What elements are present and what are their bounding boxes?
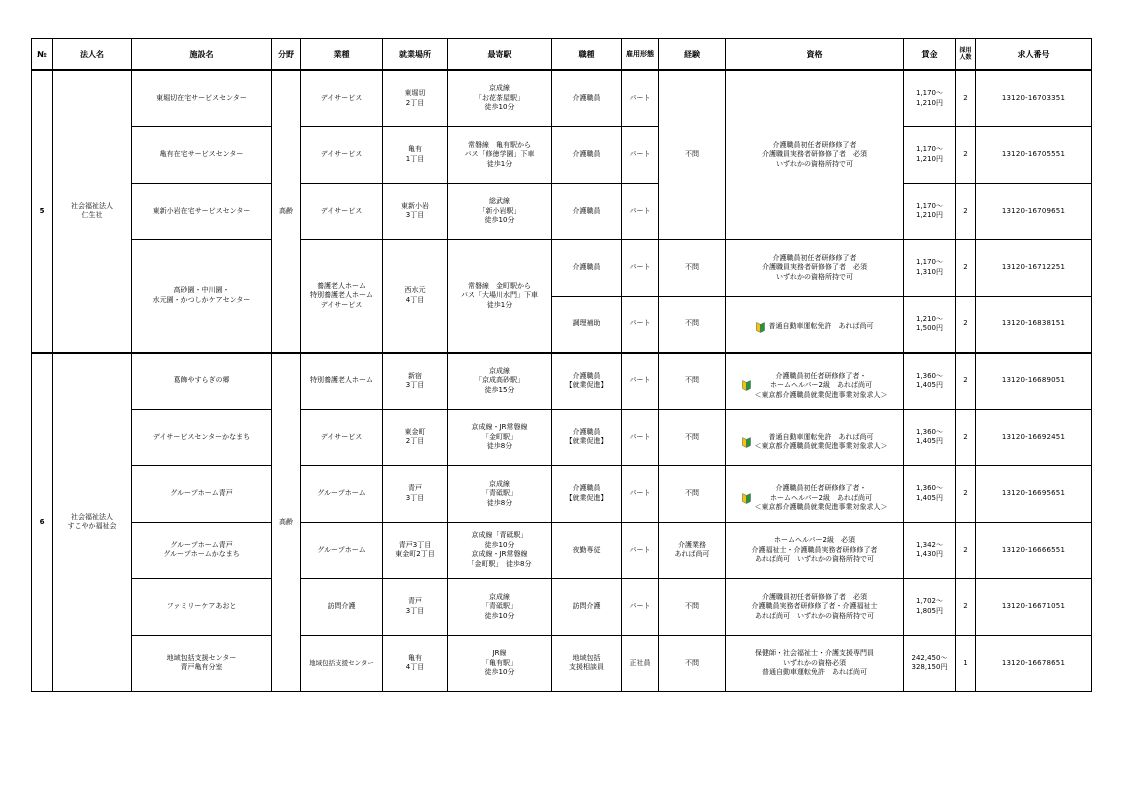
- employment-type: パート: [622, 127, 659, 184]
- field: 高齢: [272, 353, 301, 692]
- job-number: 13120-16703351: [976, 70, 1092, 127]
- job-number: 13120-16666551: [976, 522, 1092, 579]
- experience: 不問: [659, 409, 726, 466]
- facility-name: 高砂園・中川園・ 水元園・かつしかケアセンター: [132, 240, 272, 353]
- wage: 1,170～ 1,210円: [904, 127, 956, 184]
- facility-name: デイサービスセンターかなまち: [132, 409, 272, 466]
- job-type: 介護職員: [552, 127, 622, 184]
- employment-type: パート: [622, 466, 659, 523]
- hires: 2: [956, 466, 976, 523]
- header-station: 最寄駅: [448, 39, 552, 71]
- nearest-station: 京成線 「お花茶屋駅」 徒歩10分: [448, 70, 552, 127]
- workplace: 東金町 2丁目: [383, 409, 448, 466]
- header-corp: 法人名: [53, 39, 132, 71]
- nearest-station: 常磐線 亀有駅から バス「修徳学園」下車 徒歩1分: [448, 127, 552, 184]
- job-number: 13120-16705551: [976, 127, 1092, 184]
- qualification: 介護職員初任者研修修了者 介護職員実務者研修修了者 必須 いずれかの資格所持で可: [726, 240, 904, 297]
- wage: 1,360～ 1,405円: [904, 409, 956, 466]
- business-type: グループホーム: [301, 522, 383, 579]
- job-type: 夜勤専従: [552, 522, 622, 579]
- facility-name: グループホーム青戸: [132, 466, 272, 523]
- hires: 2: [956, 296, 976, 353]
- qualification: 介護職員初任者研修修了者 介護職員実務者研修修了者 必須 いずれかの資格所持で可: [726, 70, 904, 240]
- wage: 242,450～ 328,150円: [904, 635, 956, 692]
- wage: 1,360～ 1,405円: [904, 466, 956, 523]
- experience: 不問: [659, 466, 726, 523]
- hires: 2: [956, 353, 976, 410]
- job-type: 介護職員 【就業促進】: [552, 409, 622, 466]
- table-row: [32, 70, 1092, 127]
- job-type: 介護職員: [552, 240, 622, 297]
- job-number: 13120-16838151: [976, 296, 1092, 353]
- job-number: 13120-16671051: [976, 579, 1092, 636]
- hires: 1: [956, 635, 976, 692]
- employment-type: パート: [622, 353, 659, 410]
- table-row: [32, 635, 1092, 692]
- business-type: グループホーム: [301, 466, 383, 523]
- wage: 1,170～ 1,210円: [904, 70, 956, 127]
- experience: 介護業務 あれば尚可: [659, 522, 726, 579]
- workplace: 亀有 1丁目: [383, 127, 448, 184]
- experience: 不問: [659, 296, 726, 353]
- nearest-station: 常磐線 金町駅から バス「大場川水門」下車 徒歩1分: [448, 240, 552, 353]
- wage: 1,170～ 1,310円: [904, 240, 956, 297]
- nearest-station: 京成線「青砥駅」 徒歩10分 京成線・JR常磐線 「金町駅」 徒歩8分: [448, 522, 552, 579]
- job-type: 介護職員: [552, 70, 622, 127]
- header-row: [32, 39, 1092, 71]
- table-row: [32, 353, 1092, 410]
- employment-type: 正社員: [622, 635, 659, 692]
- table-row: [32, 183, 1092, 240]
- hires: 2: [956, 579, 976, 636]
- job-number: 13120-16692451: [976, 409, 1092, 466]
- header-employment: 雇用形態: [622, 39, 659, 71]
- field: 高齢: [272, 70, 301, 353]
- corporation-name: 社会福祉法人 すこやか福祉会: [53, 353, 132, 692]
- wage: 1,210～ 1,500円: [904, 296, 956, 353]
- header-jobtype: 職種: [552, 39, 622, 71]
- employment-type: パート: [622, 522, 659, 579]
- table-row: [32, 409, 1092, 466]
- table-row: [32, 522, 1092, 579]
- qualification-cell: [726, 466, 904, 523]
- experience: 不問: [659, 240, 726, 297]
- header-wage: 賃金: [904, 39, 956, 71]
- hires: 2: [956, 522, 976, 579]
- job-listing-table: [31, 38, 1092, 692]
- header-no: №: [32, 39, 53, 71]
- job-type: 介護職員 【就業促進】: [552, 466, 622, 523]
- job-number: 13120-16689051: [976, 353, 1092, 410]
- experience: 不問: [659, 635, 726, 692]
- qualification: ホームヘルパー2級 必須 介護福祉士・介護職員実務者研修修了者 あれば尚可 いずれかの資格所持で可: [726, 522, 904, 579]
- qualification: 介護職員初任者研修修了者・ ホームヘルパー2級 あれば尚可 ＜東京都介護職員就業促進事業対象求人＞: [754, 371, 888, 399]
- header-business: 業種: [301, 39, 383, 71]
- workplace: 西水元 4丁目: [383, 240, 448, 353]
- beginner-mark-icon: [742, 380, 751, 391]
- workplace: 青戸 3丁目: [383, 466, 448, 523]
- qualification: 普通自動車運転免許 あれば尚可 ＜東京都介護職員就業促進事業対象求人＞: [754, 432, 888, 450]
- qualification-cell: [726, 409, 904, 466]
- beginner-mark-icon: [742, 493, 751, 504]
- wage: 1,702～ 1,805円: [904, 579, 956, 636]
- table-row: [32, 127, 1092, 184]
- workplace: 亀有 4丁目: [383, 635, 448, 692]
- business-type: 養護老人ホーム 特別養護老人ホーム デイサービス: [301, 240, 383, 353]
- facility-name: グループホーム青戸 グループホームかなまち: [132, 522, 272, 579]
- nearest-station: 京成線 「青砥駅」 徒歩10分: [448, 579, 552, 636]
- beginner-mark-icon: [756, 322, 765, 333]
- job-type: 地域包括 支援相談員: [552, 635, 622, 692]
- employment-type: パート: [622, 70, 659, 127]
- table-row: [32, 240, 1092, 297]
- qualification: 保健師・社会福祉士・介護支援専門員 いずれかの資格必須 普通自動車運転免許 あれば尚可: [726, 635, 904, 692]
- job-number: 13120-16712251: [976, 240, 1092, 297]
- business-type: デイサービス: [301, 127, 383, 184]
- employment-type: パート: [622, 296, 659, 353]
- hires: 2: [956, 409, 976, 466]
- employment-type: パート: [622, 240, 659, 297]
- beginner-mark-icon: [742, 437, 751, 448]
- workplace: 東新小岩 3丁目: [383, 183, 448, 240]
- table-row: [32, 466, 1092, 523]
- hires: 2: [956, 183, 976, 240]
- hires: 2: [956, 70, 976, 127]
- qualification: 介護職員初任者研修修了者 必須 介護職員実務者研修修了者・介護福祉士 あれば尚可 いずれかの資格所持で可: [726, 579, 904, 636]
- group-number: 6: [32, 353, 53, 692]
- workplace: 東堀切 2丁目: [383, 70, 448, 127]
- qualification-cell: [726, 353, 904, 410]
- wage: 1,360～ 1,405円: [904, 353, 956, 410]
- hires: 2: [956, 240, 976, 297]
- business-type: 地域包括支援センター: [301, 635, 383, 692]
- table-row: [32, 579, 1092, 636]
- business-type: 特別養護老人ホーム: [301, 353, 383, 410]
- employment-type: パート: [622, 409, 659, 466]
- job-number: 13120-16695651: [976, 466, 1092, 523]
- group-number: 5: [32, 70, 53, 353]
- nearest-station: 京成線・JR常磐線 「金町駅」 徒歩8分: [448, 409, 552, 466]
- nearest-station: JR線 「亀有駅」 徒歩10分: [448, 635, 552, 692]
- nearest-station: 総武線 「新小岩駅」 徒歩10分: [448, 183, 552, 240]
- business-type: デイサービス: [301, 183, 383, 240]
- corporation-name: 社会福祉法人 仁生社: [53, 70, 132, 353]
- experience: 不問: [659, 353, 726, 410]
- experience: 不問: [659, 70, 726, 240]
- nearest-station: 京成線 「京成高砂駅」 徒歩15分: [448, 353, 552, 410]
- hires: 2: [956, 127, 976, 184]
- job-type: 調理補助: [552, 296, 622, 353]
- header-experience: 経験: [659, 39, 726, 71]
- facility-name: 東堀切在宅サービスセンター: [132, 70, 272, 127]
- job-type: 訪問介護: [552, 579, 622, 636]
- business-type: 訪問介護: [301, 579, 383, 636]
- header-facility: 施設名: [132, 39, 272, 71]
- employment-type: パート: [622, 579, 659, 636]
- workplace: 新宿 3丁目: [383, 353, 448, 410]
- qualification-cell: [726, 296, 904, 353]
- job-number: 13120-16678651: [976, 635, 1092, 692]
- workplace: 青戸3丁目 東金町2丁目: [383, 522, 448, 579]
- qualification: 介護職員初任者研修修了者・ ホームヘルパー2級 あれば尚可 ＜東京都介護職員就業促進事業対象求人＞: [754, 484, 888, 512]
- employment-type: パート: [622, 183, 659, 240]
- workplace: 青戸 3丁目: [383, 579, 448, 636]
- header-jobno: 求人番号: [976, 39, 1092, 71]
- wage: 1,170～ 1,210円: [904, 183, 956, 240]
- wage: 1,342～ 1,430円: [904, 522, 956, 579]
- job-type: 介護職員: [552, 183, 622, 240]
- facility-name: 葛飾やすらぎの郷: [132, 353, 272, 410]
- nearest-station: 京成線 「青砥駅」 徒歩8分: [448, 466, 552, 523]
- facility-name: 亀有在宅サービスセンター: [132, 127, 272, 184]
- business-type: デイサービス: [301, 70, 383, 127]
- experience: 不問: [659, 579, 726, 636]
- facility-name: ファミリーケアあおと: [132, 579, 272, 636]
- job-type: 介護職員 【就業促進】: [552, 353, 622, 410]
- business-type: デイサービス: [301, 409, 383, 466]
- job-number: 13120-16709651: [976, 183, 1092, 240]
- qualification: 普通自動車運転免許 あれば尚可: [768, 322, 874, 331]
- header-hires: 採用人数: [956, 39, 976, 71]
- facility-name: 東新小岩在宅サービスセンター: [132, 183, 272, 240]
- facility-name: 地域包括支援センター 青戸亀有分室: [132, 635, 272, 692]
- header-field: 分野: [272, 39, 301, 71]
- header-qualification: 資格: [726, 39, 904, 71]
- header-workplace: 就業場所: [383, 39, 448, 71]
